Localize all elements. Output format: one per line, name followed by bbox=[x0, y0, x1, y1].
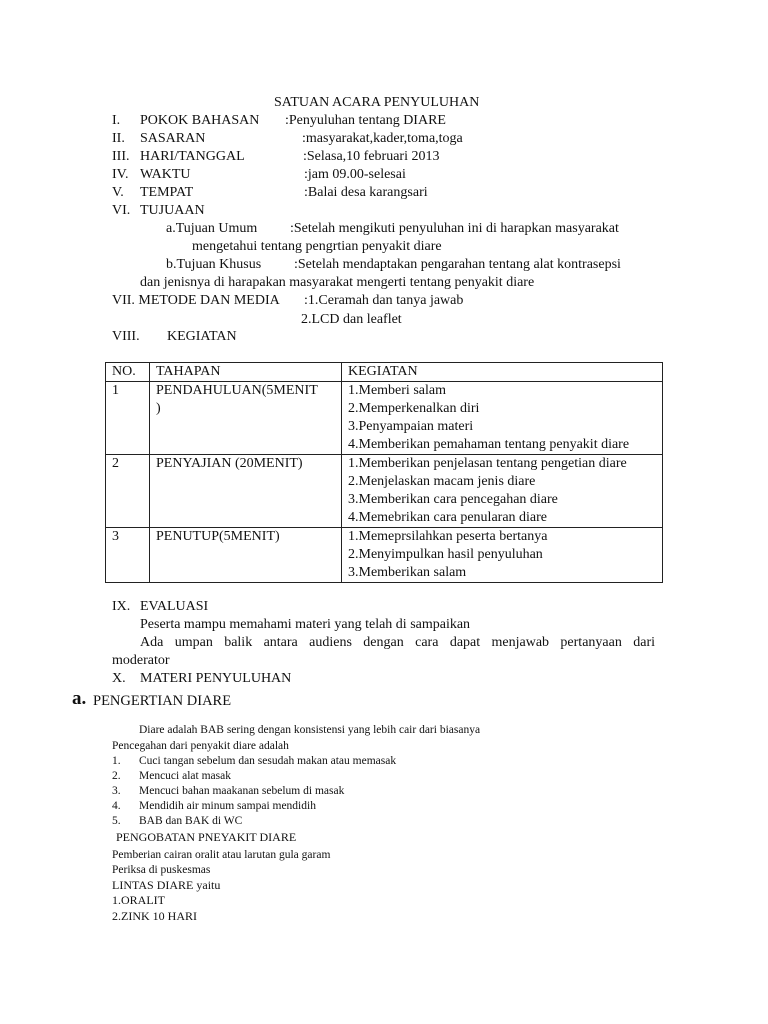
pencegahan-item: Cuci tangan sebelum dan sesudah makan atau memasak bbox=[139, 755, 397, 767]
header-value-tempat: :Balai desa karangsari bbox=[304, 185, 428, 200]
table-row bbox=[106, 382, 663, 455]
table-header-row bbox=[106, 363, 663, 382]
kegiatan-item: 1.Memberi salam bbox=[348, 383, 446, 398]
header-value-waktu: :jam 09.00-selesai bbox=[304, 167, 406, 182]
kegiatan-item: 1.Memberikan penjelasan tentang pengetian diare bbox=[348, 456, 627, 471]
header-label-hari-tanggal: HARI/TANGGAL bbox=[140, 149, 245, 164]
tahapan-text-cont: ) bbox=[156, 401, 161, 416]
pengertian-heading: PENGERTIAN DIARE bbox=[93, 693, 232, 709]
kegiatan-item: 1.Memeprsilahkan peserta bertanya bbox=[348, 529, 548, 544]
pengertian-letter: a. bbox=[72, 688, 87, 709]
tujuan-umum-label: a.Tujuan Umum bbox=[166, 221, 258, 236]
header-label-tujuaan: TUJUAAN bbox=[140, 203, 205, 218]
definition-text: Diare adalah BAB sering dengan konsistensi yang lebih cair dari biasanya bbox=[139, 724, 481, 736]
pencegahan-intro: Pencegahan dari penyakit diare adalah bbox=[112, 740, 289, 752]
table-cell-no: 1 bbox=[106, 382, 150, 455]
pengobatan-line-2: Periksa di puskesmas bbox=[112, 864, 211, 876]
pengobatan-line-1: Pemberian cairan oralit atau larutan gula garam bbox=[112, 849, 331, 861]
pencegahan-num: 3. bbox=[112, 785, 121, 797]
header-label-tempat: TEMPAT bbox=[140, 185, 194, 200]
kegiatan-item: 4.Memebrikan cara penularan diare bbox=[348, 510, 548, 525]
table-cell-tahapan: PENUTUP(5MENIT) bbox=[150, 528, 342, 583]
table-cell-tahapan bbox=[150, 382, 342, 455]
kegiatan-heading: KEGIATAN bbox=[167, 329, 237, 344]
tahapan-text: PENDAHULUAN(5MENIT bbox=[156, 383, 318, 398]
kegiatan-item: 4.Memberikan pemahaman tentang penyakit diare bbox=[348, 437, 630, 452]
header-value-pokok-bahasan: :Penyuluhan tentang DIARE bbox=[285, 113, 446, 128]
kegiatan-item: 3.Memberikan cara pencegahan diare bbox=[348, 492, 558, 507]
metode-label: VII. METODE DAN MEDIA bbox=[112, 293, 280, 308]
table-cell-no: 3 bbox=[106, 528, 150, 583]
kegiatan-table bbox=[105, 362, 663, 583]
evaluasi-line-1: Peserta mampu memahami materi yang telah di sampaikan bbox=[140, 617, 471, 632]
kegiatan-num: VIII. bbox=[112, 329, 140, 344]
header-num-6: VI. bbox=[112, 203, 131, 218]
header-num-2: II. bbox=[112, 131, 125, 146]
header-label-sasaran: SASARAN bbox=[140, 131, 206, 146]
materi-heading: MATERI PENYULUHAN bbox=[140, 671, 292, 686]
table-header-kegiatan: KEGIATAN bbox=[342, 363, 663, 382]
header-num-3: III. bbox=[112, 149, 130, 164]
kegiatan-item: 3.Memberikan salam bbox=[348, 565, 467, 580]
header-label-waktu: WAKTU bbox=[140, 167, 191, 182]
tujuan-umum-text-cont: mengetahui tentang pengrtian penyakit diare bbox=[192, 239, 442, 254]
pencegahan-item: Mencuci bahan maakanan sebelum di masak bbox=[139, 785, 345, 797]
pengobatan-heading: PENGOBATAN PNEYAKIT DIARE bbox=[116, 830, 297, 844]
pencegahan-num: 4. bbox=[112, 800, 121, 812]
lintas-heading: LINTAS DIARE yaitu bbox=[112, 878, 221, 892]
pencegahan-num: 5. bbox=[112, 815, 121, 827]
pencegahan-item: Mencuci alat masak bbox=[139, 770, 231, 782]
kegiatan-item: 2.Memperkenalkan diri bbox=[348, 401, 480, 416]
pencegahan-num: 2. bbox=[112, 770, 121, 782]
header-label-pokok-bahasan: POKOK BAHASAN bbox=[140, 113, 260, 128]
lintas-item-1: 1.ORALIT bbox=[112, 893, 165, 907]
table-row bbox=[106, 528, 663, 583]
evaluasi-heading: EVALUASI bbox=[140, 599, 209, 614]
pencegahan-num: 1. bbox=[112, 755, 121, 767]
tujuan-khusus-label: b.Tujuan Khusus bbox=[166, 257, 262, 272]
kegiatan-item: 2.Menjelaskan macam jenis diare bbox=[348, 474, 536, 489]
table-cell-kegiatan bbox=[342, 528, 663, 583]
document-title: SATUAN ACARA PENYULUHAN bbox=[274, 95, 480, 110]
table-cell-tahapan: PENYAJIAN (20MENIT) bbox=[150, 455, 342, 528]
materi-num: X. bbox=[112, 671, 126, 686]
table-row bbox=[106, 455, 663, 528]
header-num-4: IV. bbox=[112, 167, 129, 182]
header-num-5: V. bbox=[112, 185, 124, 200]
table-cell-no: 2 bbox=[106, 455, 150, 528]
tujuan-khusus-text-cont: dan jenisnya di harapakan masyarakat mengerti tentang penyakit diare bbox=[140, 275, 535, 290]
metode-item-2: 2.LCD dan leaflet bbox=[301, 312, 402, 327]
lintas-item-2: 2.ZINK 10 HARI bbox=[112, 909, 197, 923]
pencegahan-item: Mendidih air minum sampai mendidih bbox=[139, 800, 316, 812]
evaluasi-num: IX. bbox=[112, 599, 131, 614]
metode-item-1: :1.Ceramah dan tanya jawab bbox=[304, 293, 464, 308]
table-header-tahapan: TAHAPAN bbox=[150, 363, 342, 382]
header-value-hari-tanggal: :Selasa,10 februari 2013 bbox=[303, 149, 440, 164]
kegiatan-item: 2.Menyimpulkan hasil penyuluhan bbox=[348, 547, 543, 562]
header-num-1: I. bbox=[112, 113, 121, 128]
table-cell-kegiatan bbox=[342, 455, 663, 528]
table-header-no: NO. bbox=[106, 363, 150, 382]
tujuan-khusus-text: :Setelah mendaptakan pengarahan tentang alat kontrasepsi bbox=[294, 257, 621, 272]
kegiatan-item: 3.Penyampaian materi bbox=[348, 419, 474, 434]
evaluasi-line-2: Ada umpan balik antara audiens dengan cara dapat menjawab pertanyaan dari bbox=[140, 635, 655, 650]
header-value-sasaran: :masyarakat,kader,toma,toga bbox=[302, 131, 463, 146]
table-cell-kegiatan bbox=[342, 382, 663, 455]
evaluasi-line-3: moderator bbox=[112, 653, 170, 668]
tujuan-umum-text: :Setelah mengikuti penyuluhan ini di harapkan masyarakat bbox=[290, 221, 619, 236]
pencegahan-item: BAB dan BAK di WC bbox=[139, 815, 243, 827]
